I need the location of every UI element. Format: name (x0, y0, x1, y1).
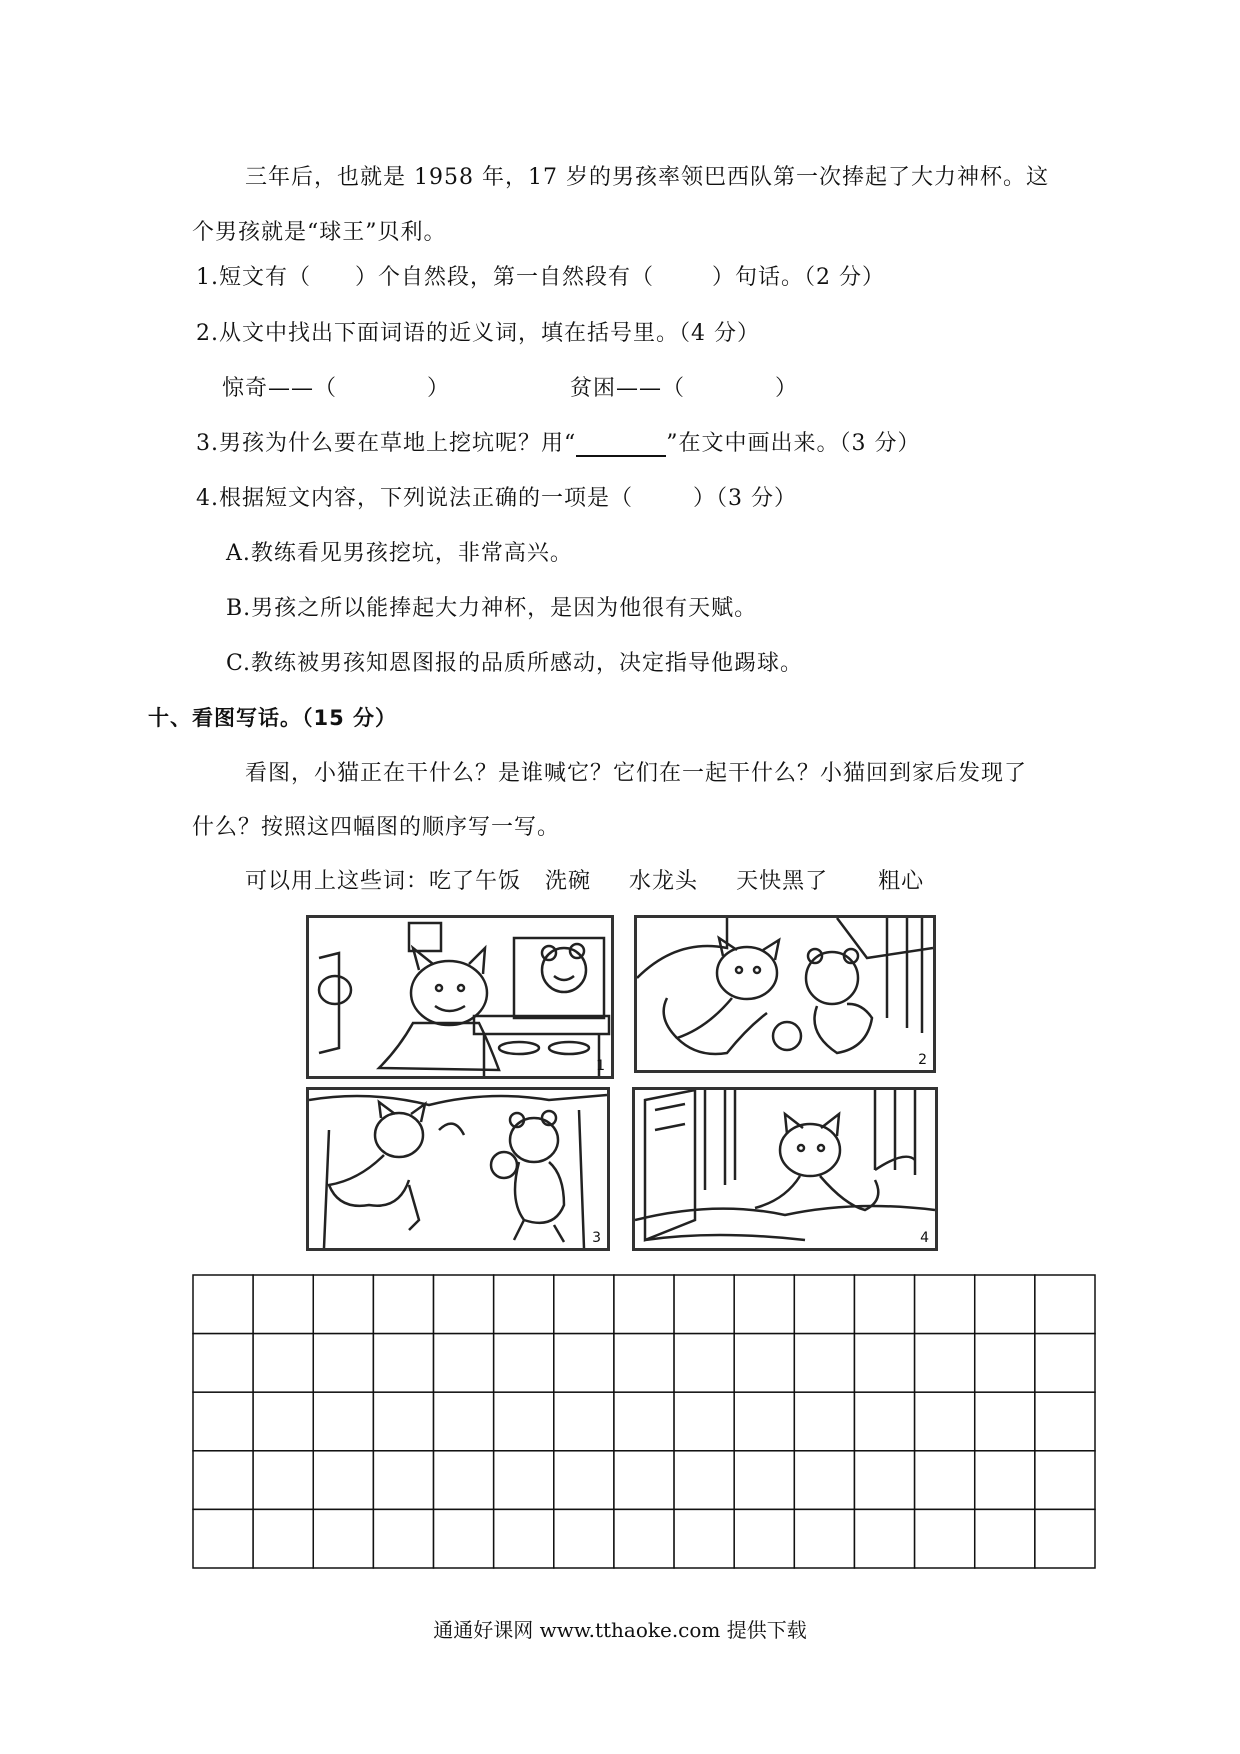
grid-cell[interactable] (734, 1275, 794, 1334)
question-4-part-a: 4.根据短文内容，下列说法正确的一项是（ (196, 486, 633, 511)
grid-cell[interactable] (193, 1334, 253, 1393)
grid-cell[interactable] (434, 1334, 494, 1393)
vocab-word: 洗碗 (545, 869, 592, 894)
prompt-line-2: 什么？按照这四幅图的顺序写一写。 (192, 815, 561, 840)
question-3-part-b: ”在文中画出来。（3 分） (666, 431, 921, 456)
grid-cell[interactable] (975, 1509, 1035, 1568)
prompt-line-1: 看图，小猫正在干什么？是谁喊它？它们在一起干什么？小猫回到家后发现了 (245, 761, 1028, 786)
grid-cell[interactable] (614, 1392, 674, 1451)
vocab-word: 天快黑了 (736, 869, 829, 894)
grid-cell[interactable] (794, 1275, 854, 1334)
grid-cell[interactable] (794, 1509, 854, 1568)
synonym-word-1: 惊奇——（ (222, 376, 338, 401)
grid-cell[interactable] (253, 1392, 313, 1451)
vocab-word: 吃了午饭 (429, 869, 522, 894)
picture-panel-3 (306, 1087, 610, 1251)
grid-cell[interactable] (434, 1451, 494, 1510)
footer-credit: 通通好课网 www.tthaoke.com 提供下载 (433, 1618, 807, 1642)
passage-line-2: 个男孩就是“球王”贝利。 (192, 220, 447, 245)
grid-cell[interactable] (1035, 1392, 1095, 1451)
grid-cell[interactable] (915, 1392, 975, 1451)
synonym-item-2 (570, 371, 798, 402)
grid-cell[interactable] (494, 1509, 554, 1568)
grid-cell[interactable] (734, 1392, 794, 1451)
grid-cell[interactable] (674, 1334, 734, 1393)
vocab-label: 可以用上这些词： (245, 869, 430, 894)
grid-cell[interactable] (1035, 1275, 1095, 1334)
panel-number: 1 (596, 1058, 605, 1074)
option-a: A.教练看见男孩挖坑，非常高兴。 (226, 541, 573, 566)
section-heading: 十、看图写话。（15 分） (148, 706, 398, 730)
grid-cell[interactable] (373, 1334, 433, 1393)
grid-cell[interactable] (794, 1451, 854, 1510)
question-1-part-c: ）句话。（2 分） (712, 265, 886, 290)
grid-cell[interactable] (313, 1451, 373, 1510)
grid-cell[interactable] (313, 1334, 373, 1393)
grid-cell[interactable] (915, 1334, 975, 1393)
kitten-eating-illustration (309, 918, 611, 1076)
grid-cell[interactable] (854, 1509, 914, 1568)
grid-cell[interactable] (1035, 1451, 1095, 1510)
grid-cell[interactable] (674, 1275, 734, 1334)
grid-cell[interactable] (734, 1509, 794, 1568)
panel-number: 3 (592, 1230, 601, 1246)
grid-cell[interactable] (854, 1392, 914, 1451)
grid-cell[interactable] (373, 1451, 433, 1510)
grid-cell[interactable] (434, 1509, 494, 1568)
question-1 (196, 260, 885, 291)
grid-cell[interactable] (193, 1275, 253, 1334)
grid-cell[interactable] (614, 1334, 674, 1393)
grid-cell[interactable] (734, 1451, 794, 1510)
vocab-line (245, 864, 924, 895)
paren-close: ） (775, 376, 799, 401)
kitten-returning-home-illustration (635, 1090, 935, 1248)
picture-panel-2 (634, 915, 936, 1073)
grid-cell[interactable] (373, 1509, 433, 1568)
passage-line-1: 三年后，也就是 1958 年，17 岁的男孩率领巴西队第一次捧起了大力神杯。这 (245, 165, 1049, 190)
picture-sequence (306, 915, 936, 1250)
question-4-part-b: ）（3 分） (693, 486, 797, 511)
grid-cell[interactable] (253, 1451, 313, 1510)
grid-cell[interactable] (373, 1392, 433, 1451)
grid-cell[interactable] (554, 1451, 614, 1510)
grid-cell[interactable] (975, 1392, 1035, 1451)
grid-cell[interactable] (1035, 1509, 1095, 1568)
synonym-item-1 (222, 371, 450, 402)
grid-cell[interactable] (614, 1509, 674, 1568)
panel-number: 2 (918, 1052, 927, 1068)
underline-sample (576, 435, 666, 457)
picture-panel-4 (632, 1087, 938, 1251)
grid-cell[interactable] (794, 1334, 854, 1393)
grid-cell[interactable] (915, 1509, 975, 1568)
grid-cell[interactable] (494, 1392, 554, 1451)
grid-cell[interactable] (313, 1509, 373, 1568)
grid-cell[interactable] (193, 1451, 253, 1510)
question-1-part-a: 1.短文有（ (196, 265, 311, 290)
grid-cell[interactable] (193, 1509, 253, 1568)
grid-cell[interactable] (554, 1334, 614, 1393)
kitten-and-bear-playing-ball-illustration (637, 918, 933, 1070)
question-3 (196, 426, 921, 457)
grid-cell[interactable] (915, 1275, 975, 1334)
grid-cell[interactable] (554, 1275, 614, 1334)
vocab-word: 粗心 (878, 869, 925, 894)
grid-cell[interactable] (253, 1509, 313, 1568)
question-2: 2.从文中找出下面词语的近义词，填在括号里。（4 分） (196, 321, 760, 346)
grid-cell[interactable] (434, 1275, 494, 1334)
grid-cell[interactable] (674, 1451, 734, 1510)
grid-cell[interactable] (253, 1334, 313, 1393)
grid-cell[interactable] (373, 1275, 433, 1334)
grid-cell[interactable] (975, 1275, 1035, 1334)
grid-cell[interactable] (734, 1334, 794, 1393)
grid-cell[interactable] (554, 1509, 614, 1568)
grid-cell[interactable] (313, 1392, 373, 1451)
grid-cell[interactable] (494, 1334, 554, 1393)
grid-cell[interactable] (975, 1334, 1035, 1393)
grid-cell[interactable] (253, 1275, 313, 1334)
grid-cell[interactable] (915, 1451, 975, 1510)
kitten-chasing-bear-illustration (309, 1090, 607, 1248)
grid-cell[interactable] (434, 1392, 494, 1451)
grid-cell[interactable] (614, 1451, 674, 1510)
grid-cell[interactable] (674, 1509, 734, 1568)
grid-cell[interactable] (794, 1392, 854, 1451)
option-c: C.教练被男孩知恩图报的品质所感动，决定指导他踢球。 (226, 651, 804, 676)
synonym-word-2: 贫困——（ (570, 376, 686, 401)
writing-grid[interactable] (192, 1274, 1096, 1569)
grid-cell[interactable] (554, 1392, 614, 1451)
panel-number: 4 (920, 1230, 929, 1246)
grid-cell[interactable] (854, 1451, 914, 1510)
grid-cell[interactable] (494, 1451, 554, 1510)
grid-cell[interactable] (494, 1275, 554, 1334)
grid-cell[interactable] (975, 1451, 1035, 1510)
question-3-part-a: 3.男孩为什么要在草地上挖坑呢？用“ (196, 431, 577, 456)
vocab-word: 水龙头 (629, 869, 699, 894)
question-1-part-b: ）个自然段，第一自然段有（ (355, 265, 655, 290)
grid-cell[interactable] (854, 1275, 914, 1334)
question-4 (196, 481, 797, 512)
grid-cell[interactable] (1035, 1334, 1095, 1393)
grid-cell[interactable] (674, 1392, 734, 1451)
grid-cell[interactable] (193, 1392, 253, 1451)
option-b: B.男孩之所以能捧起大力神杯，是因为他很有天赋。 (226, 596, 758, 621)
paren-close: ） (427, 376, 451, 401)
grid-cell[interactable] (313, 1275, 373, 1334)
picture-panel-1 (306, 915, 614, 1079)
grid-cell[interactable] (614, 1275, 674, 1334)
grid-cell[interactable] (854, 1334, 914, 1393)
